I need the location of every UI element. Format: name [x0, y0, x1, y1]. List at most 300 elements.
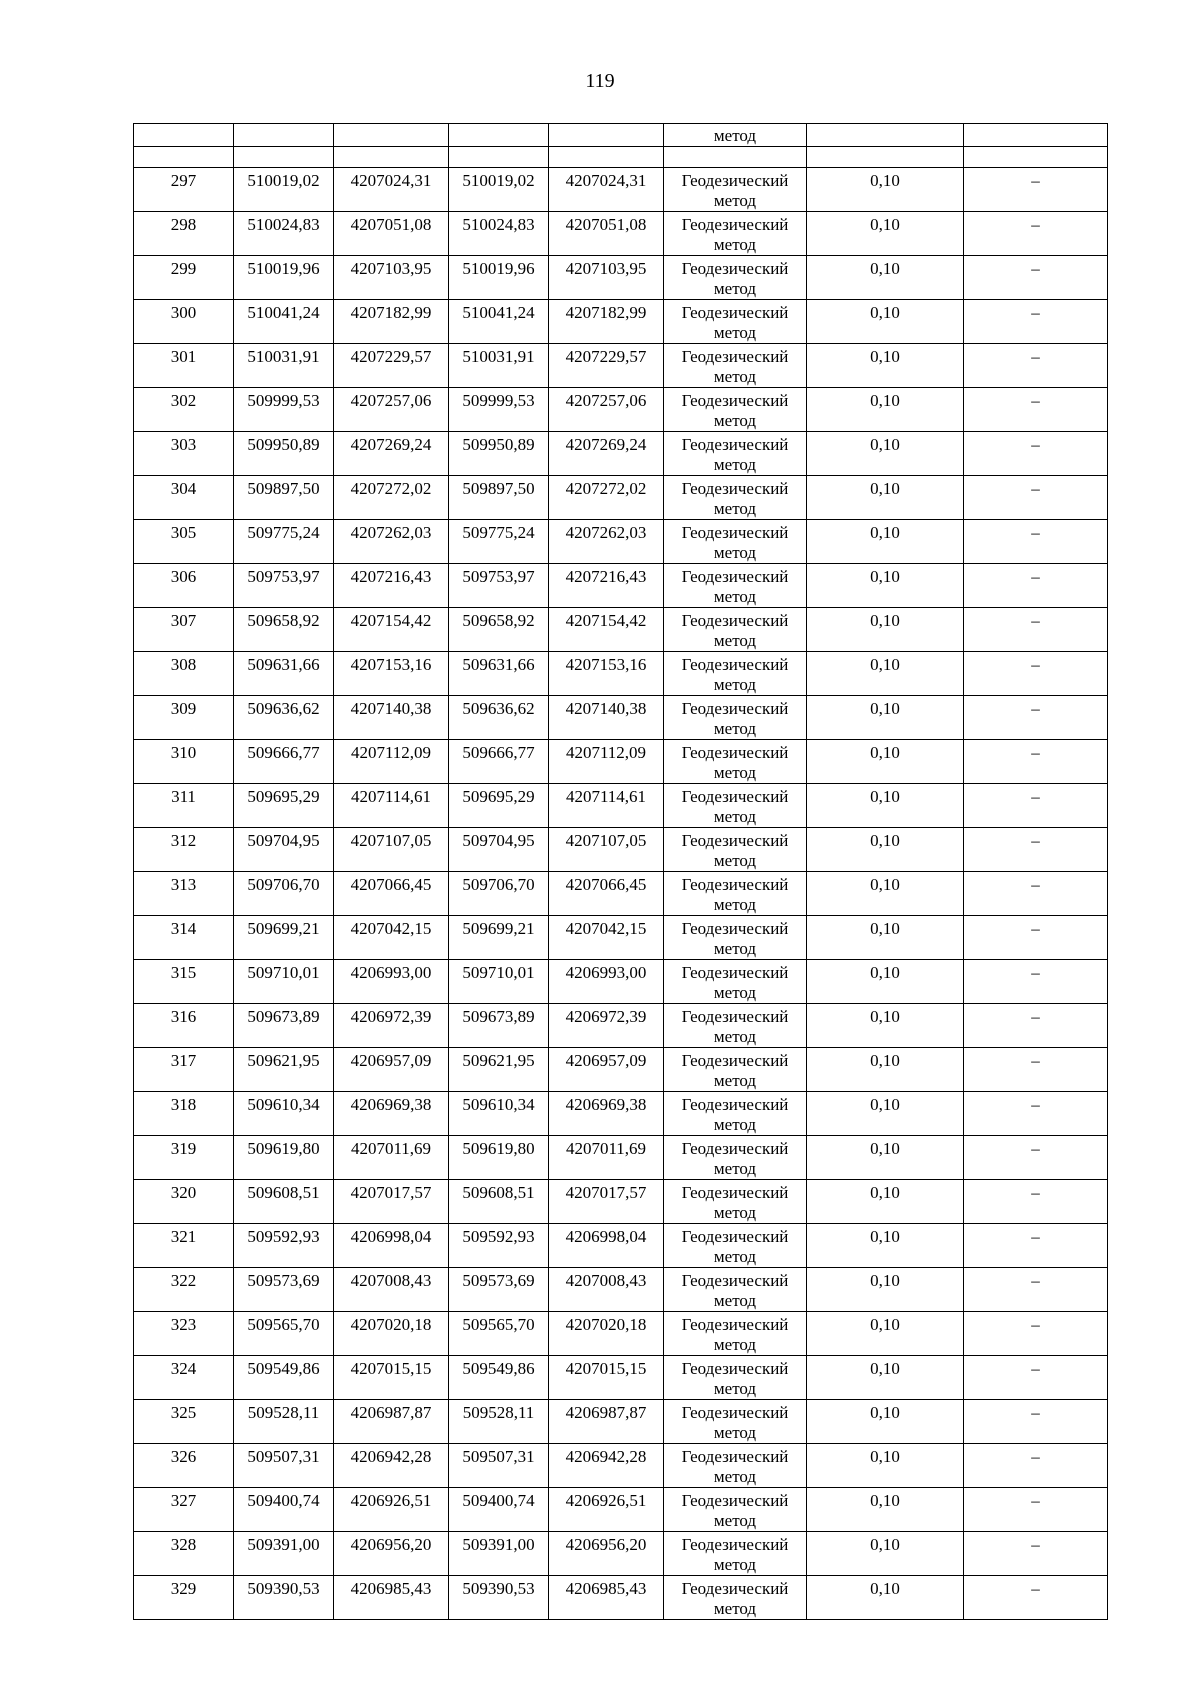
- x-new-value: 509400,74: [462, 1491, 535, 1510]
- table-row: [134, 1224, 1108, 1268]
- method-text: метод: [713, 323, 757, 342]
- table-cell: [549, 147, 664, 168]
- point-number-cell: [134, 1224, 234, 1268]
- point-number-value: 312: [170, 831, 197, 850]
- method-cell: [664, 520, 807, 564]
- note-value: –: [1031, 347, 1040, 366]
- method-text: метод: [713, 1203, 757, 1222]
- method-cell: [664, 388, 807, 432]
- accuracy-cell: [807, 1488, 964, 1532]
- y-new-cell: [549, 1356, 664, 1400]
- method-cell: [664, 1576, 807, 1620]
- y-new-cell: [549, 300, 664, 344]
- x-existing-value: 509699,21: [247, 919, 320, 938]
- table-cell: [964, 147, 1108, 168]
- point-number-cell: [134, 696, 234, 740]
- method-text: Геодезический: [681, 655, 789, 674]
- y-new-value: 4206942,28: [565, 1447, 647, 1466]
- x-existing-value: 509673,89: [247, 1007, 320, 1026]
- y-existing-value: 4207024,31: [350, 171, 432, 190]
- method-text: метод: [713, 1115, 757, 1134]
- x-existing-value: 509573,69: [247, 1271, 320, 1290]
- y-new-value: 4207216,43: [565, 567, 647, 586]
- y-existing-cell: [334, 652, 449, 696]
- x-existing-cell: [234, 476, 334, 520]
- method-text: Геодезический: [681, 699, 789, 718]
- point-number-value: 308: [170, 655, 197, 674]
- method-text: метод: [713, 1159, 757, 1178]
- point-number-value: 311: [171, 787, 196, 806]
- note-value: –: [1031, 171, 1040, 190]
- accuracy-cell: [807, 564, 964, 608]
- accuracy-value: 0,10: [870, 787, 900, 806]
- y-new-cell: [549, 476, 664, 520]
- accuracy-value: 0,10: [870, 743, 900, 762]
- y-new-cell: [549, 1180, 664, 1224]
- accuracy-cell: [807, 1136, 964, 1180]
- method-text: метод: [713, 719, 757, 738]
- y-existing-cell: [334, 1400, 449, 1444]
- x-new-value: 510041,24: [462, 303, 535, 322]
- method-cell: [664, 564, 807, 608]
- x-new-cell: [449, 564, 549, 608]
- x-existing-cell: [234, 960, 334, 1004]
- table-row: [134, 300, 1108, 344]
- point-number-cell: [134, 300, 234, 344]
- table-cell: [234, 124, 334, 147]
- y-existing-value: 4207107,05: [350, 831, 432, 850]
- method-text: метод: [713, 1291, 757, 1310]
- point-number-cell: [134, 476, 234, 520]
- note-value: –: [1031, 831, 1040, 850]
- point-number-cell: [134, 608, 234, 652]
- x-new-cell: [449, 1092, 549, 1136]
- y-new-value: 4207011,69: [565, 1139, 647, 1158]
- x-new-value: 509673,89: [462, 1007, 535, 1026]
- y-existing-value: 4206985,43: [350, 1579, 432, 1598]
- accuracy-value: 0,10: [870, 611, 900, 630]
- accuracy-cell: [807, 1224, 964, 1268]
- method-text: метод: [713, 411, 757, 430]
- y-existing-value: 4207017,57: [350, 1183, 432, 1202]
- y-new-value: 4207008,43: [565, 1271, 647, 1290]
- y-new-cell: [549, 212, 664, 256]
- x-new-cell: [449, 1532, 549, 1576]
- method-cell: [664, 124, 807, 147]
- x-new-cell: [449, 344, 549, 388]
- note-cell: [964, 1444, 1108, 1488]
- point-number-value: 322: [170, 1271, 197, 1290]
- method-text: Геодезический: [681, 743, 789, 762]
- x-new-value: 509999,53: [462, 391, 535, 410]
- note-value: –: [1031, 1051, 1040, 1070]
- point-number-value: 302: [170, 391, 197, 410]
- note-value: –: [1031, 1095, 1040, 1114]
- method-text: Геодезический: [681, 347, 789, 366]
- point-number-cell: [134, 212, 234, 256]
- x-new-cell: [449, 1268, 549, 1312]
- point-number-cell: [134, 1048, 234, 1092]
- y-new-cell: [549, 1092, 664, 1136]
- y-new-cell: [549, 828, 664, 872]
- table-row: [134, 564, 1108, 608]
- x-existing-cell: [234, 1180, 334, 1224]
- x-new-cell: [449, 300, 549, 344]
- accuracy-value: 0,10: [870, 1227, 900, 1246]
- method-text: метод: [713, 807, 757, 826]
- y-existing-cell: [334, 872, 449, 916]
- y-existing-cell: [334, 828, 449, 872]
- method-text: метод: [713, 367, 757, 386]
- note-value: –: [1031, 303, 1040, 322]
- accuracy-value: 0,10: [870, 1579, 900, 1598]
- method-text: Геодезический: [681, 479, 789, 498]
- y-new-cell: [549, 1136, 664, 1180]
- y-existing-value: 4207112,09: [350, 743, 432, 762]
- note-cell: [964, 1356, 1108, 1400]
- method-text: Геодезический: [681, 1535, 789, 1554]
- point-number-value: 298: [170, 215, 197, 234]
- method-text: метод: [713, 279, 757, 298]
- x-new-value: 509636,62: [462, 699, 535, 718]
- table-row: [134, 1180, 1108, 1224]
- x-existing-value: 509390,53: [247, 1579, 320, 1598]
- method-text: Геодезический: [681, 1139, 789, 1158]
- x-new-cell: [449, 1576, 549, 1620]
- x-new-value: 509573,69: [462, 1271, 535, 1290]
- table-row: [134, 1004, 1108, 1048]
- y-existing-cell: [334, 784, 449, 828]
- x-existing-value: 509897,50: [247, 479, 320, 498]
- note-value: –: [1031, 1315, 1040, 1334]
- point-number-cell: [134, 256, 234, 300]
- y-existing-cell: [334, 916, 449, 960]
- x-new-cell: [449, 1400, 549, 1444]
- y-existing-cell: [334, 520, 449, 564]
- y-new-cell: [549, 1312, 664, 1356]
- accuracy-cell: [807, 1092, 964, 1136]
- x-new-cell: [449, 1048, 549, 1092]
- method-cell: [664, 476, 807, 520]
- point-number-cell: [134, 1180, 234, 1224]
- x-existing-value: 510019,02: [247, 171, 320, 190]
- y-new-value: 4207066,45: [565, 875, 647, 894]
- method-cell: [664, 168, 807, 212]
- x-new-cell: [449, 828, 549, 872]
- method-cell: [664, 1400, 807, 1444]
- y-new-cell: [549, 608, 664, 652]
- y-new-value: 4207024,31: [565, 171, 647, 190]
- method-text: Геодезический: [681, 171, 789, 190]
- y-existing-cell: [334, 300, 449, 344]
- x-new-value: 510019,02: [462, 171, 535, 190]
- method-cell: [664, 740, 807, 784]
- y-new-cell: [549, 1224, 664, 1268]
- point-number-cell: [134, 432, 234, 476]
- method-text: Геодезический: [681, 215, 789, 234]
- y-existing-cell: [334, 1224, 449, 1268]
- method-cell: [664, 300, 807, 344]
- y-new-cell: [549, 872, 664, 916]
- note-value: –: [1031, 479, 1040, 498]
- y-existing-value: 4207257,06: [350, 391, 432, 410]
- note-cell: [964, 1576, 1108, 1620]
- accuracy-cell: [807, 300, 964, 344]
- table-row: [134, 1312, 1108, 1356]
- table-row: [134, 916, 1108, 960]
- note-value: –: [1031, 523, 1040, 542]
- point-number-value: 300: [170, 303, 197, 322]
- method-cell: [664, 608, 807, 652]
- point-number-value: 329: [170, 1579, 197, 1598]
- note-value: –: [1031, 1359, 1040, 1378]
- x-new-cell: [449, 388, 549, 432]
- blank-row: [134, 147, 1108, 168]
- method-text: метод: [713, 191, 757, 210]
- method-text: Геодезический: [681, 1051, 789, 1070]
- note-cell: [964, 1136, 1108, 1180]
- point-number-value: 317: [170, 1051, 197, 1070]
- y-existing-value: 4207269,24: [350, 435, 432, 454]
- x-new-cell: [449, 608, 549, 652]
- point-number-cell: [134, 784, 234, 828]
- note-value: –: [1031, 567, 1040, 586]
- accuracy-cell: [807, 608, 964, 652]
- point-number-cell: [134, 388, 234, 432]
- x-existing-cell: [234, 1312, 334, 1356]
- x-existing-cell: [234, 916, 334, 960]
- method-text: метод: [713, 1247, 757, 1266]
- method-cell: [664, 1004, 807, 1048]
- y-existing-cell: [334, 960, 449, 1004]
- y-existing-cell: [334, 1268, 449, 1312]
- table-cell: [449, 124, 549, 147]
- y-existing-value: 4207182,99: [350, 303, 432, 322]
- table-row: [134, 476, 1108, 520]
- x-existing-cell: [234, 1576, 334, 1620]
- point-number-value: 310: [170, 743, 197, 762]
- method-text: метод: [713, 1467, 757, 1486]
- table-row: [134, 740, 1108, 784]
- accuracy-cell: [807, 1312, 964, 1356]
- accuracy-value: 0,10: [870, 1183, 900, 1202]
- point-number-cell: [134, 168, 234, 212]
- x-new-cell: [449, 168, 549, 212]
- method-text: Геодезический: [681, 523, 789, 542]
- method-text: метод: [713, 1379, 757, 1398]
- note-cell: [964, 1488, 1108, 1532]
- x-existing-value: 510031,91: [247, 347, 320, 366]
- method-cell: [664, 1268, 807, 1312]
- y-existing-cell: [334, 1004, 449, 1048]
- accuracy-value: 0,10: [870, 1315, 900, 1334]
- x-new-cell: [449, 872, 549, 916]
- method-cell: [664, 916, 807, 960]
- note-cell: [964, 960, 1108, 1004]
- y-new-value: 4207051,08: [565, 215, 647, 234]
- point-number-cell: [134, 1312, 234, 1356]
- note-cell: [964, 256, 1108, 300]
- y-new-value: 4206987,87: [565, 1403, 647, 1422]
- accuracy-value: 0,10: [870, 1051, 900, 1070]
- method-text: Геодезический: [681, 1183, 789, 1202]
- note-value: –: [1031, 215, 1040, 234]
- x-new-value: 509658,92: [462, 611, 535, 630]
- x-new-value: 509565,70: [462, 1315, 535, 1334]
- accuracy-cell: [807, 432, 964, 476]
- table-row: [134, 1356, 1108, 1400]
- x-new-cell: [449, 1004, 549, 1048]
- x-existing-cell: [234, 1092, 334, 1136]
- accuracy-cell: [807, 388, 964, 432]
- x-new-value: 509704,95: [462, 831, 535, 850]
- y-existing-value: 4207140,38: [350, 699, 432, 718]
- note-cell: [964, 740, 1108, 784]
- accuracy-value: 0,10: [870, 1535, 900, 1554]
- accuracy-cell: [807, 1048, 964, 1092]
- method-cell: [664, 432, 807, 476]
- table-cell: [134, 124, 234, 147]
- method-text: Геодезический: [681, 1007, 789, 1026]
- y-new-value: 4207017,57: [565, 1183, 647, 1202]
- point-number-value: 321: [170, 1227, 197, 1246]
- x-new-cell: [449, 520, 549, 564]
- y-new-cell: [549, 960, 664, 1004]
- x-new-cell: [449, 1488, 549, 1532]
- y-new-cell: [549, 168, 664, 212]
- note-value: –: [1031, 259, 1040, 278]
- x-existing-value: 509666,77: [247, 743, 320, 762]
- method-text: метод: [713, 1071, 757, 1090]
- y-new-value: 4206956,20: [565, 1535, 647, 1554]
- note-cell: [964, 652, 1108, 696]
- note-value: –: [1031, 391, 1040, 410]
- method-text: метод: [713, 851, 757, 870]
- x-new-value: 509710,01: [462, 963, 535, 982]
- note-cell: [964, 608, 1108, 652]
- x-existing-value: 509565,70: [247, 1315, 320, 1334]
- x-new-value: 509610,34: [462, 1095, 535, 1114]
- y-new-value: 4206998,04: [565, 1227, 647, 1246]
- table-row: [134, 520, 1108, 564]
- y-new-value: 4207262,03: [565, 523, 647, 542]
- note-cell: [964, 1400, 1108, 1444]
- table-row: [134, 784, 1108, 828]
- method-text: Геодезический: [681, 919, 789, 938]
- x-existing-value: 509391,00: [247, 1535, 320, 1554]
- point-number-value: 309: [170, 699, 197, 718]
- method-cell: [664, 1048, 807, 1092]
- method-text: метод: [713, 543, 757, 562]
- note-cell: [964, 1268, 1108, 1312]
- accuracy-value: 0,10: [870, 831, 900, 850]
- y-existing-cell: [334, 1532, 449, 1576]
- y-new-cell: [549, 652, 664, 696]
- point-number-cell: [134, 1576, 234, 1620]
- point-number-cell: [134, 520, 234, 564]
- y-existing-cell: [334, 212, 449, 256]
- method-cell: [664, 1136, 807, 1180]
- y-new-value: 4207114,61: [565, 787, 647, 806]
- accuracy-cell: [807, 1180, 964, 1224]
- accuracy-value: 0,10: [870, 215, 900, 234]
- table-cell: [549, 124, 664, 147]
- table-row: [134, 608, 1108, 652]
- x-new-value: 509390,53: [462, 1579, 535, 1598]
- accuracy-value: 0,10: [870, 1095, 900, 1114]
- point-number-value: 320: [170, 1183, 197, 1202]
- point-number-value: 315: [170, 963, 197, 982]
- point-number-value: 303: [170, 435, 197, 454]
- x-existing-value: 509608,51: [247, 1183, 320, 1202]
- table-row: [134, 1136, 1108, 1180]
- y-new-value: 4207182,99: [565, 303, 647, 322]
- y-existing-cell: [334, 608, 449, 652]
- x-new-value: 509549,86: [462, 1359, 535, 1378]
- method-text: метод: [713, 587, 757, 606]
- note-cell: [964, 168, 1108, 212]
- point-number-value: 301: [170, 347, 197, 366]
- x-new-cell: [449, 740, 549, 784]
- note-cell: [964, 784, 1108, 828]
- method-cell: [664, 1532, 807, 1576]
- y-new-cell: [549, 1268, 664, 1312]
- y-new-value: 4206957,09: [565, 1051, 647, 1070]
- method-cell: [664, 960, 807, 1004]
- y-new-cell: [549, 1400, 664, 1444]
- x-existing-cell: [234, 740, 334, 784]
- y-new-cell: [549, 1444, 664, 1488]
- x-new-value: 509619,80: [462, 1139, 535, 1158]
- point-number-cell: [134, 652, 234, 696]
- y-existing-value: 4207011,69: [350, 1139, 432, 1158]
- note-value: –: [1031, 963, 1040, 982]
- y-existing-cell: [334, 432, 449, 476]
- x-existing-value: 509704,95: [247, 831, 320, 850]
- y-new-cell: [549, 1532, 664, 1576]
- y-existing-value: 4207272,02: [350, 479, 432, 498]
- table-row: [134, 1400, 1108, 1444]
- x-new-cell: [449, 432, 549, 476]
- method-text: Геодезический: [681, 875, 789, 894]
- x-new-value: 509699,21: [462, 919, 535, 938]
- x-new-cell: [449, 784, 549, 828]
- y-new-value: 4207107,05: [565, 831, 647, 850]
- accuracy-value: 0,10: [870, 1139, 900, 1158]
- y-existing-value: 4207042,15: [350, 919, 432, 938]
- method-cell: [664, 1180, 807, 1224]
- y-new-cell: [549, 1004, 664, 1048]
- point-number-cell: [134, 1092, 234, 1136]
- x-existing-cell: [234, 168, 334, 212]
- y-existing-cell: [334, 1136, 449, 1180]
- y-existing-value: 4206926,51: [350, 1491, 432, 1510]
- note-cell: [964, 300, 1108, 344]
- table-row: [134, 1576, 1108, 1620]
- accuracy-value: 0,10: [870, 1271, 900, 1290]
- method-text: Геодезический: [681, 1447, 789, 1466]
- accuracy-cell: [807, 1356, 964, 1400]
- method-text: Геодезический: [681, 567, 789, 586]
- accuracy-cell: [807, 784, 964, 828]
- x-new-cell: [449, 1312, 549, 1356]
- point-number-cell: [134, 1532, 234, 1576]
- note-cell: [964, 520, 1108, 564]
- accuracy-cell: [807, 1004, 964, 1048]
- x-existing-cell: [234, 388, 334, 432]
- accuracy-cell: [807, 256, 964, 300]
- note-value: –: [1031, 1007, 1040, 1026]
